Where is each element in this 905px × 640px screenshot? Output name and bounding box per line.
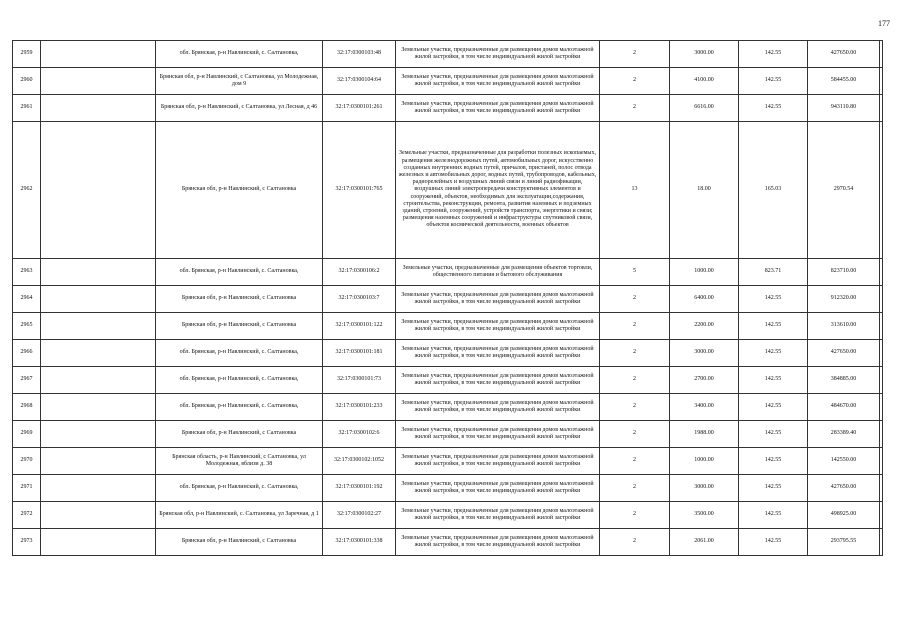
edge-cell bbox=[880, 313, 883, 340]
edge-cell bbox=[880, 259, 883, 286]
address-cell: обл. Брянская, р-н Навлинский, с. Салтановка, bbox=[156, 259, 323, 286]
cadastral-number-cell: 32:17:0300101:233 bbox=[323, 394, 396, 421]
cadastral-number-cell: 32:17:0300101:73 bbox=[323, 367, 396, 394]
cadastral-number-cell: 32:17:0300102:1052 bbox=[323, 448, 396, 475]
table-row bbox=[13, 286, 883, 313]
area-cell: 1000.00 bbox=[670, 259, 739, 286]
address-cell: Брянская обл, р-н Навлинский, с Салтановка bbox=[156, 122, 323, 259]
area-cell: 3000.00 bbox=[670, 340, 739, 367]
table-row bbox=[13, 340, 883, 367]
cadastral-value-cell: 2970.54 bbox=[808, 122, 880, 259]
cadastral-value-cell: 142550.00 bbox=[808, 448, 880, 475]
land-use-cell: Земельные участки, предназначенные для размещения домов малоэтажной жилой застройки, в том числе индивидуальной жилой застройки bbox=[396, 41, 600, 68]
rate-cell: 142.55 bbox=[739, 502, 808, 529]
table-row bbox=[13, 367, 883, 394]
edge-cell bbox=[880, 122, 883, 259]
row-number-cell: 2959 bbox=[13, 41, 41, 68]
cadastral-number-cell: 32:17:0300101:181 bbox=[323, 340, 396, 367]
spacer-cell bbox=[41, 421, 156, 448]
table-row bbox=[13, 259, 883, 286]
group-cell: 2 bbox=[600, 286, 670, 313]
edge-cell bbox=[880, 286, 883, 313]
spacer-cell bbox=[41, 95, 156, 122]
rate-cell: 142.55 bbox=[739, 367, 808, 394]
row-number-cell: 2960 bbox=[13, 68, 41, 95]
address-cell: обл. Брянская, р-н Навлинский, с. Салтановка, bbox=[156, 394, 323, 421]
land-use-cell: Земельные участки, предназначенные для размещения домов малоэтажной жилой застройки, в том числе индивидуальной жилой застройки bbox=[396, 502, 600, 529]
group-cell: 2 bbox=[600, 394, 670, 421]
table-row bbox=[13, 95, 883, 122]
cadastral-value-cell: 283389.40 bbox=[808, 421, 880, 448]
address-cell: обл. Брянская, р-н Навлинский, с. Салтановка, bbox=[156, 41, 323, 68]
cadastral-value-cell: 427650.00 bbox=[808, 340, 880, 367]
cadastral-value-cell: 498925.00 bbox=[808, 502, 880, 529]
row-number-cell: 2963 bbox=[13, 259, 41, 286]
land-use-cell: Земельные участки, предназначенные для размещения домов малоэтажной жилой застройки, в том числе индивидуальной жилой застройки bbox=[396, 313, 600, 340]
row-number-cell: 2966 bbox=[13, 340, 41, 367]
area-cell: 2700.00 bbox=[670, 367, 739, 394]
area-cell: 6616.00 bbox=[670, 95, 739, 122]
spacer-cell bbox=[41, 475, 156, 502]
group-cell: 2 bbox=[600, 95, 670, 122]
row-number-cell: 2964 bbox=[13, 286, 41, 313]
land-use-cell: Земельные участки, предназначенные для размещения домов малоэтажной жилой застройки, в том числе индивидуальной жилой застройки bbox=[396, 95, 600, 122]
address-cell: Брянская область, р-н Навлинский, с Салтановка, ул Молодежная, вблизи д. 38 bbox=[156, 448, 323, 475]
row-number-cell: 2967 bbox=[13, 367, 41, 394]
edge-cell bbox=[880, 475, 883, 502]
address-cell: Брянская обл, р-н Навлинский, с. Салтановка, ул Заречная, д 1 bbox=[156, 502, 323, 529]
table-row bbox=[13, 122, 883, 259]
land-use-cell: Земельные участки, предназначенные для размещения домов малоэтажной жилой застройки, в том числе индивидуальной жилой застройки bbox=[396, 286, 600, 313]
land-use-cell: Земельные участки, предназначенные для размещения домов малоэтажной жилой застройки, в том числе индивидуальной жилой застройки bbox=[396, 448, 600, 475]
area-cell: 3400.00 bbox=[670, 394, 739, 421]
area-cell: 4100.00 bbox=[670, 68, 739, 95]
area-cell: 3500.00 bbox=[670, 502, 739, 529]
table-row bbox=[13, 502, 883, 529]
edge-cell bbox=[880, 394, 883, 421]
edge-cell bbox=[880, 448, 883, 475]
row-number-cell: 2962 bbox=[13, 122, 41, 259]
page-number: 177 bbox=[878, 19, 890, 28]
row-number-cell: 2973 bbox=[13, 529, 41, 556]
spacer-cell bbox=[41, 41, 156, 68]
rate-cell: 142.55 bbox=[739, 313, 808, 340]
group-cell: 13 bbox=[600, 122, 670, 259]
cadastral-value-cell: 943110.80 bbox=[808, 95, 880, 122]
spacer-cell bbox=[41, 529, 156, 556]
spacer-cell bbox=[41, 68, 156, 95]
rate-cell: 142.55 bbox=[739, 340, 808, 367]
edge-cell bbox=[880, 502, 883, 529]
row-number-cell: 2961 bbox=[13, 95, 41, 122]
area-cell: 1000.00 bbox=[670, 448, 739, 475]
spacer-cell bbox=[41, 259, 156, 286]
rate-cell: 142.55 bbox=[739, 448, 808, 475]
edge-cell bbox=[880, 529, 883, 556]
area-cell: 6400.00 bbox=[670, 286, 739, 313]
cadastral-value-cell: 427650.00 bbox=[808, 41, 880, 68]
table-row bbox=[13, 68, 883, 95]
cadastral-value-cell: 823710.00 bbox=[808, 259, 880, 286]
rate-cell: 823.71 bbox=[739, 259, 808, 286]
rate-cell: 142.55 bbox=[739, 475, 808, 502]
cadastral-value-cell: 584455.00 bbox=[808, 68, 880, 95]
row-number-cell: 2965 bbox=[13, 313, 41, 340]
cadastral-value-cell: 427650.00 bbox=[808, 475, 880, 502]
edge-cell bbox=[880, 68, 883, 95]
address-cell: Брянская обл, р-н Навлинский, с Салтановка bbox=[156, 313, 323, 340]
table-row bbox=[13, 475, 883, 502]
cadastral-number-cell: 32:17:0300102:27 bbox=[323, 502, 396, 529]
area-cell: 2061.00 bbox=[670, 529, 739, 556]
land-use-cell: Земельные участки, предназначенные для размещения домов малоэтажной жилой застройки, в том числе индивидуальной жилой застройки bbox=[396, 529, 600, 556]
area-cell: 18.00 bbox=[670, 122, 739, 259]
spacer-cell bbox=[41, 502, 156, 529]
spacer-cell bbox=[41, 313, 156, 340]
cadastral-number-cell: 32:17:0300102:6 bbox=[323, 421, 396, 448]
cadastral-value-cell: 912320.00 bbox=[808, 286, 880, 313]
group-cell: 2 bbox=[600, 41, 670, 68]
cadastral-value-cell: 293795.55 bbox=[808, 529, 880, 556]
land-use-cell: Земельные участки, предназначенные для размещения объектов торговли, общественного питания и бытового обслуживания bbox=[396, 259, 600, 286]
rate-cell: 142.55 bbox=[739, 529, 808, 556]
table-row bbox=[13, 529, 883, 556]
rate-cell: 142.55 bbox=[739, 394, 808, 421]
land-use-cell: Земельные участки, предназначенные для размещения домов малоэтажной жилой застройки, в том числе индивидуальной жилой застройки bbox=[396, 475, 600, 502]
spacer-cell bbox=[41, 286, 156, 313]
rate-cell: 142.55 bbox=[739, 421, 808, 448]
group-cell: 2 bbox=[600, 340, 670, 367]
cadastral-value-cell: 484670.00 bbox=[808, 394, 880, 421]
rate-cell: 165.03 bbox=[739, 122, 808, 259]
address-cell: Брянская обл, р-н Навлинский, с Салтановка bbox=[156, 529, 323, 556]
edge-cell bbox=[880, 41, 883, 68]
address-cell: обл. Брянская, р-н Навлинский, с. Салтановка, bbox=[156, 340, 323, 367]
spacer-cell bbox=[41, 122, 156, 259]
spacer-cell bbox=[41, 367, 156, 394]
group-cell: 2 bbox=[600, 529, 670, 556]
address-cell: Брянская обл, р-н Навлинский, с Салтановка bbox=[156, 286, 323, 313]
group-cell: 2 bbox=[600, 475, 670, 502]
cadastral-number-cell: 32:17:0300106:2 bbox=[323, 259, 396, 286]
table-row bbox=[13, 394, 883, 421]
cadastral-number-cell: 32:17:0300101:261 bbox=[323, 95, 396, 122]
row-number-cell: 2971 bbox=[13, 475, 41, 502]
table-row bbox=[13, 41, 883, 68]
cadastral-number-cell: 32:17:0300101:122 bbox=[323, 313, 396, 340]
row-number-cell: 2972 bbox=[13, 502, 41, 529]
table-row bbox=[13, 313, 883, 340]
group-cell: 2 bbox=[600, 448, 670, 475]
row-number-cell: 2969 bbox=[13, 421, 41, 448]
row-number-cell: 2970 bbox=[13, 448, 41, 475]
spacer-cell bbox=[41, 394, 156, 421]
cadastral-number-cell: 32:17:0300103:48 bbox=[323, 41, 396, 68]
area-cell: 1988.00 bbox=[670, 421, 739, 448]
group-cell: 2 bbox=[600, 367, 670, 394]
address-cell: обл. Брянская, р-н Навлинский, с. Салтановка, bbox=[156, 475, 323, 502]
group-cell: 2 bbox=[600, 421, 670, 448]
edge-cell bbox=[880, 340, 883, 367]
land-use-cell: Земельные участки, предназначенные для размещения домов малоэтажной жилой застройки, в том числе индивидуальной жилой застройки bbox=[396, 68, 600, 95]
cadastral-value-cell: 384885.00 bbox=[808, 367, 880, 394]
table-row bbox=[13, 421, 883, 448]
row-number-cell: 2968 bbox=[13, 394, 41, 421]
group-cell: 2 bbox=[600, 502, 670, 529]
rate-cell: 142.55 bbox=[739, 68, 808, 95]
area-cell: 3000.00 bbox=[670, 475, 739, 502]
address-cell: Брянская обл, р-н Навлинский, с Салтановка bbox=[156, 421, 323, 448]
edge-cell bbox=[880, 421, 883, 448]
cadastral-number-cell: 32:17:0300104:64 bbox=[323, 68, 396, 95]
area-cell: 3000.00 bbox=[670, 41, 739, 68]
edge-cell bbox=[880, 95, 883, 122]
group-cell: 5 bbox=[600, 259, 670, 286]
table-row bbox=[13, 448, 883, 475]
rate-cell: 142.55 bbox=[739, 41, 808, 68]
address-cell: Брянская обл, р-н Навлинский, с Салтановка, ул Лесная, д 46 bbox=[156, 95, 323, 122]
land-use-cell: Земельные участки, предназначенные для размещения домов малоэтажной жилой застройки, в том числе индивидуальной жилой застройки bbox=[396, 421, 600, 448]
address-cell: обл. Брянская, р-н Навлинский, с. Салтановка, bbox=[156, 367, 323, 394]
land-use-cell: Земельные участки, предназначенные для разработки полезных ископаемых, размещения железнодорожных путей, автомобильных дорог, искусственно созданных внутренних водных путей, причалов, пристаней, полос отвода железных и автомобильных дорог, водных путей, трубопроводов, кабельных, радиорелейных и воздушных линий связи и линий радиофикации, воздушных линий электропередачи конструктивных элементов и сооружений, объектов, необходимых для эксплуатации,содержания, строительства, реконструкции, ремонта, развития наземных и подземных зданий, строений, сооружений, устройств транспорта, энергетики и связи; размещения наземных сооружений и инфраструктуры спутниковой связи, объектов космической деятельности, военных объектов bbox=[396, 122, 600, 259]
cadastral-number-cell: 32:17:0300101:765 bbox=[323, 122, 396, 259]
rate-cell: 142.55 bbox=[739, 95, 808, 122]
rate-cell: 142.55 bbox=[739, 286, 808, 313]
cadastral-number-cell: 32:17:0300103:7 bbox=[323, 286, 396, 313]
land-use-cell: Земельные участки, предназначенные для размещения домов малоэтажной жилой застройки, в том числе индивидуальной жилой застройки bbox=[396, 394, 600, 421]
group-cell: 2 bbox=[600, 313, 670, 340]
land-use-cell: Земельные участки, предназначенные для размещения домов малоэтажной жилой застройки, в том числе индивидуальной жилой застройки bbox=[396, 367, 600, 394]
area-cell: 2200.00 bbox=[670, 313, 739, 340]
spacer-cell bbox=[41, 448, 156, 475]
spacer-cell bbox=[41, 340, 156, 367]
cadastral-number-cell: 32:17:0300101:338 bbox=[323, 529, 396, 556]
address-cell: Брянская обл, р-н Навлинский, с Салтановка, ул Молодежная, дом 9 bbox=[156, 68, 323, 95]
group-cell: 2 bbox=[600, 68, 670, 95]
edge-cell bbox=[880, 367, 883, 394]
cadastral-value-table bbox=[12, 40, 883, 556]
land-use-cell: Земельные участки, предназначенные для размещения домов малоэтажной жилой застройки, в том числе индивидуальной жилой застройки bbox=[396, 340, 600, 367]
cadastral-number-cell: 32:17:0300101:192 bbox=[323, 475, 396, 502]
cadastral-value-cell: 313610.00 bbox=[808, 313, 880, 340]
